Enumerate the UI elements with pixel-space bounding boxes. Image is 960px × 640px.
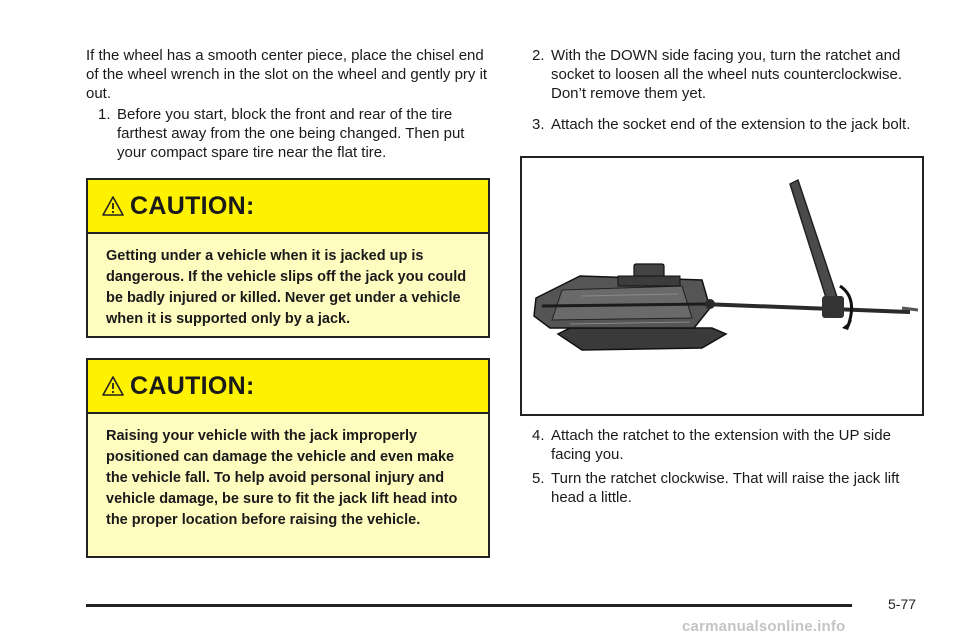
caution-box-1 [86, 178, 490, 338]
step-4-number: 4. [532, 427, 545, 444]
caution-text-1: Getting under a vehicle when it is jacked up is dangerous. If the vehicle slips off the jack you could be badly injured or killed. Never get under a vehicle when it is supported only by a jack. [106, 248, 467, 327]
jack-with-ratchet-illustration-icon [522, 158, 922, 414]
step-1-number: 1. [98, 106, 111, 123]
jack-figure [520, 156, 924, 416]
caution-title-1: CAUTION: [130, 191, 255, 220]
step-2-text: With the DOWN side facing you, turn the ratchet and socket to loosen all the wheel nuts counterclockwise. Don’t remove them yet. [551, 47, 903, 102]
step-2 [520, 46, 924, 103]
caution-title-2: CAUTION: [130, 371, 255, 400]
step-2-number: 2. [532, 47, 545, 64]
step-3-text: Attach the socket end of the extension to the jack bolt. [551, 116, 911, 133]
step-1-text: Before you start, block the front and rear of the tire farthest away from the one being changed. Then put your compact spare tire near the flat tire. [117, 106, 465, 161]
step-3 [520, 115, 924, 134]
caution-box-2 [86, 358, 490, 558]
step-5-number: 5. [532, 470, 545, 487]
step-4-text: Attach the ratchet to the extension with the UP side facing you. [551, 427, 891, 463]
caution-text-2: Raising your vehicle with the jack improperly positioned can damage the vehicle and even make the vehicle fall. To help avoid personal injury and vehicle damage, be sure to fit the jack lift head into the proper location before raising the vehicle. [106, 428, 458, 528]
warning-triangle-icon [102, 376, 124, 396]
step-4 [520, 426, 924, 464]
intro-paragraph: If the wheel has a smooth center piece, place the chisel end of the wheel wrench in the slot on the wheel and gently pry it out. [86, 47, 488, 102]
page-number: 5-77 [888, 596, 917, 612]
warning-triangle-icon [102, 196, 124, 216]
step-5-text: Turn the ratchet clockwise. That will raise the jack lift head a little. [551, 470, 900, 506]
step-1 [86, 105, 490, 162]
watermark-text: carmanualsonline.info [682, 618, 846, 635]
caution-header-2 [88, 360, 488, 414]
step-5 [520, 469, 924, 507]
footer-rule [86, 604, 852, 607]
step-3-number: 3. [532, 116, 545, 133]
caution-header-1 [88, 180, 488, 234]
